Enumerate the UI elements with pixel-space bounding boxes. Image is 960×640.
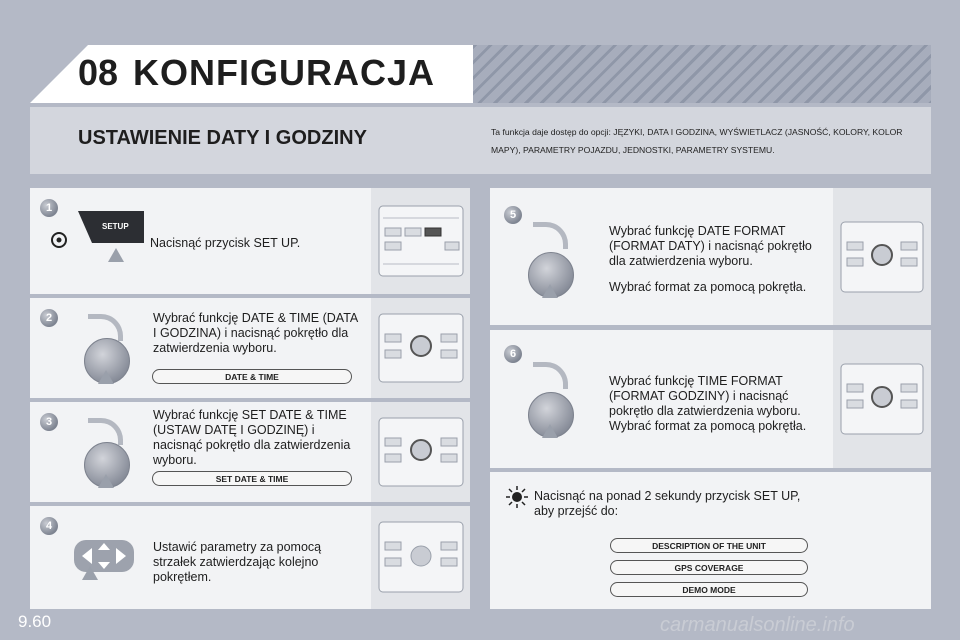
press-arrow-icon [98,370,114,384]
section-title: USTAWIENIE DATY I GODZINY [78,127,367,149]
step-4-text: Ustawić parametry za pomocą strzałek zatwierdzając kolejno pokrętłem. [153,540,322,584]
step-badge-3: 3 [40,413,58,431]
radio-knob-icon [371,298,470,398]
radio-knob-icon [371,402,470,502]
menu-item-set-date-time: SET DATE & TIME [152,471,352,486]
chapter-title: KONFIGURACJA [133,52,436,93]
step-6-text: Wybrać funkcję TIME FORMAT (FORMAT GODZINY) i nacisnąć pokrętło dla zatwierdzenia wyboru. Wybrać format za pomocą pokrętła. [609,374,807,433]
step-5-thumbnail [833,188,931,325]
power-icon [49,230,69,250]
watermark: carmanualsonline.info [660,614,855,636]
page-number: 9.60 [18,612,52,631]
tip-text: Nacisnąć na ponad 2 sekundy przycisk SET UP, aby przejść do: [534,489,801,518]
step-3-thumbnail [371,402,470,502]
step-1-thumbnail [371,188,470,294]
menu-item-gps-coverage: GPS COVERAGE [610,560,808,575]
step-1-text: Nacisnąć przycisk SET UP. [150,236,301,250]
arrow-keys-icon[interactable] [70,538,138,580]
press-arrow-icon [542,424,558,438]
step-badge-5: 5 [504,206,522,224]
setup-button[interactable] [78,211,144,243]
step-3-text: Wybrać funkcję SET DATE & TIME (USTAW DATĘ I GODZINĘ) i nacisnąć pokrętło dla zatwierdzenia wyboru. [153,408,351,467]
menu-item-demo-mode: DEMO MODE [610,582,808,597]
radio-knob-icon [833,330,931,468]
radio-knob-icon [833,188,931,325]
menu-item-description: DESCRIPTION OF THE UNIT [610,538,808,553]
press-arrow-icon [108,248,124,262]
step-2-thumbnail [371,298,470,398]
step-6-thumbnail [833,330,931,468]
header-stripes [473,45,931,103]
step-badge-6: 6 [504,345,522,363]
press-arrow-icon [98,474,114,488]
press-arrow-icon [82,566,98,580]
step-badge-1: 1 [40,199,58,217]
step-5-text: Wybrać funkcję DATE FORMAT (FORMAT DATY) i nacisnąć pokrętło dla zatwierdzenia wyboru. [609,224,812,268]
radio-arrows-icon [371,506,470,609]
step-badge-4: 4 [40,517,58,535]
step-2-text: Wybrać funkcję DATE & TIME (DATA I GODZINA) i nacisnąć pokrętło dla zatwierdzenia wyboru. [153,311,358,355]
step-badge-2: 2 [40,309,58,327]
press-arrow-icon [542,284,558,298]
menu-item-date-time: DATE & TIME [152,369,352,384]
chapter-number: 08 [78,52,119,93]
step-5-text-format: Wybrać format za pomocą pokrętła. [609,280,807,294]
section-note: Ta funkcja daje dostęp do opcji: JĘZYKI, DATA I GODZINA, WYŚWIETLACZ (JASNOŚĆ, KOLORY, KOLOR MAPY), PARAMETRY POJAZDU, JEDNOSTKI, PARAMETRY SYSTEMU. [491,127,903,155]
tip-light-icon [506,486,528,508]
step-4-thumbnail [371,506,470,609]
radio-panel-icon [371,188,470,294]
setup-button-label: SETUP [102,222,129,231]
